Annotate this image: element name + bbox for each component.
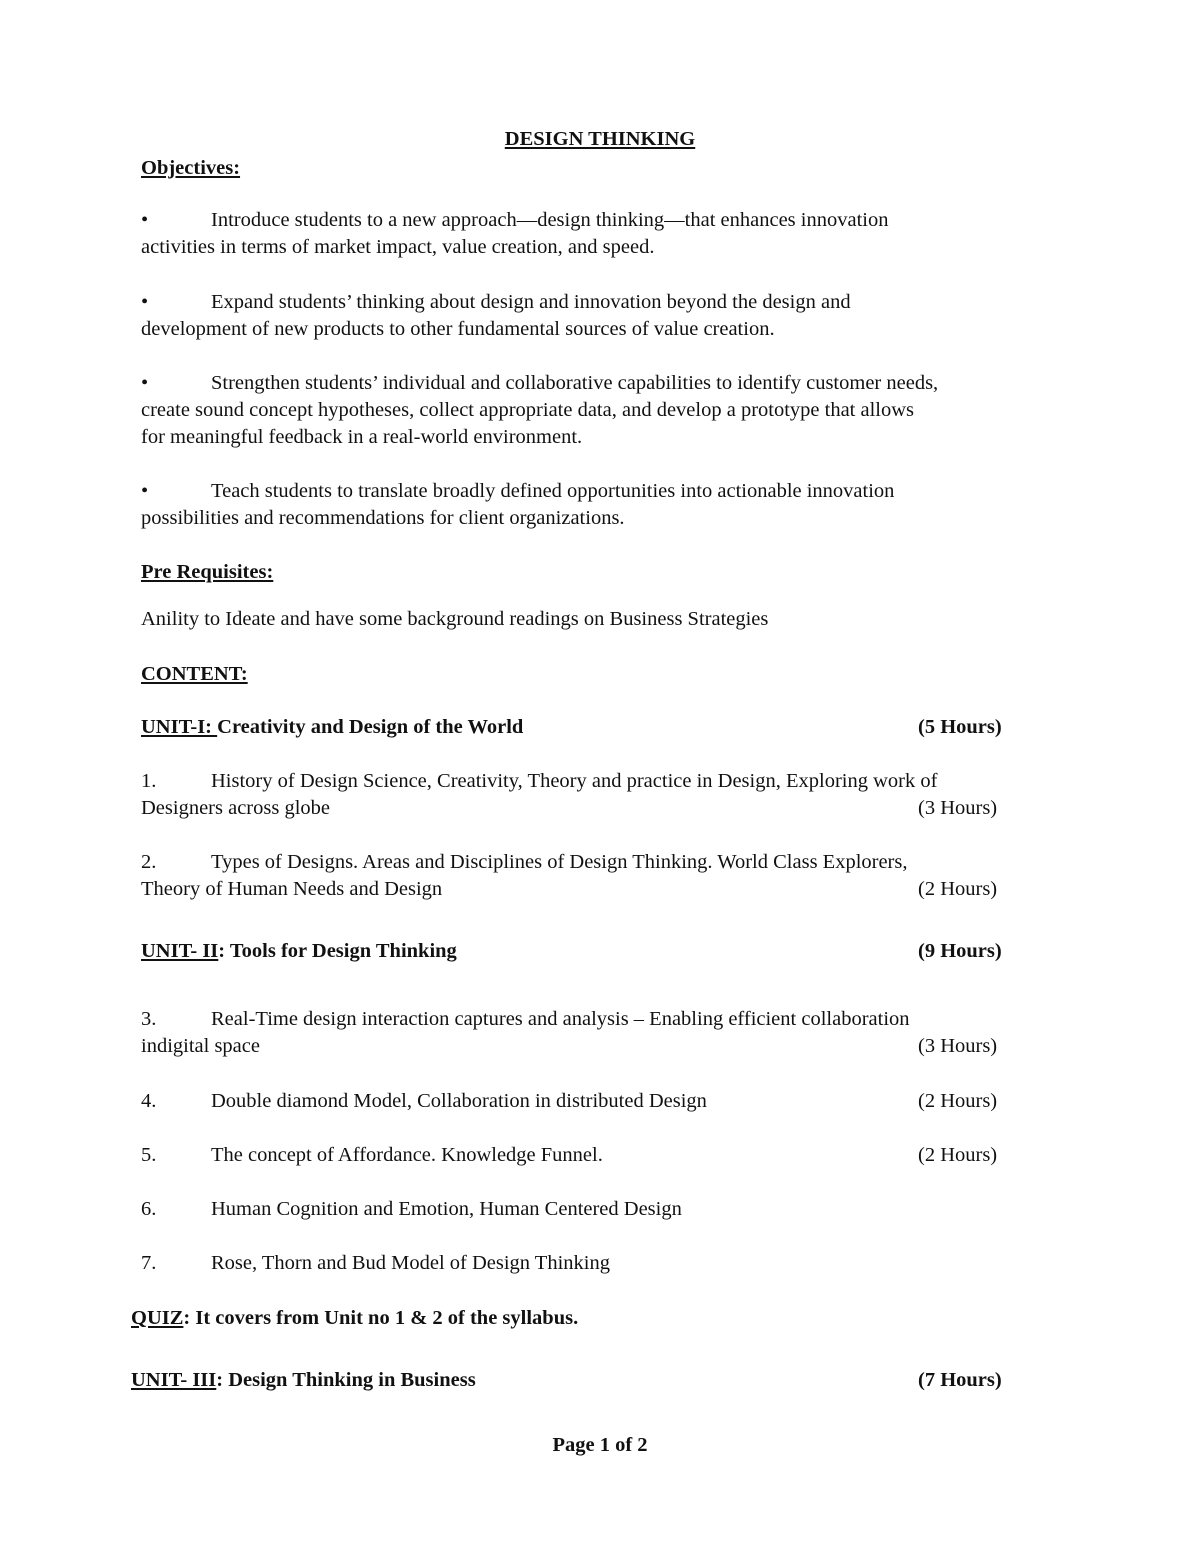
unit-hours: (5 Hours) (918, 716, 1002, 738)
objective-item-cont: activities in terms of market impact, value creation, and speed. (141, 236, 655, 258)
objective-item-cont: development of new products to other fundamental sources of value creation. (141, 318, 775, 340)
unit-hours: (7 Hours) (918, 1369, 1002, 1391)
objective-item-cont: for meaningful feedback in a real-world environment. (141, 426, 583, 448)
unit-heading: UNIT- III: Design Thinking in Business (131, 1369, 476, 1391)
document-title: DESIGN THINKING (504, 128, 696, 150)
page-number: Page 1 of 2 (552, 1434, 648, 1456)
prereq-heading: Pre Requisites: (141, 561, 274, 583)
item-hours: (3 Hours) (918, 1035, 998, 1057)
syllabus-item-cont: Theory of Human Needs and Design (141, 878, 443, 900)
unit-heading: UNIT-I: Creativity and Design of the World (141, 716, 524, 738)
objectives-heading: Objectives: (141, 157, 241, 179)
item-hours: (3 Hours) (918, 797, 998, 819)
prereq-text: Anility to Ideate and have some background readings on Business Strategies (141, 608, 769, 630)
syllabus-item: 5. The concept of Affordance. Knowledge Funnel. (141, 1144, 603, 1166)
syllabus-item: 2. Types of Designs. Areas and Disciplines of Design Thinking. World Class Explorers, (141, 851, 908, 873)
syllabus-item: 1. History of Design Science, Creativity, Theory and practice in Design, Exploring work of (141, 770, 938, 792)
objective-item: • Teach students to translate broadly defined opportunities into actionable innovation (141, 480, 895, 502)
syllabus-item: 4. Double diamond Model, Collaboration in distributed Design (141, 1090, 707, 1112)
unit-heading: UNIT- II: Tools for Design Thinking (141, 940, 457, 962)
item-hours: (2 Hours) (918, 878, 998, 900)
item-hours: (2 Hours) (918, 1144, 998, 1166)
syllabus-item-cont: Designers across globe (141, 797, 331, 819)
quiz-line: QUIZ: It covers from Unit no 1 & 2 of the syllabus. (131, 1307, 579, 1329)
objective-item: • Expand students’ thinking about design and innovation beyond the design and (141, 291, 851, 313)
unit-hours: (9 Hours) (918, 940, 1002, 962)
objective-item-cont: create sound concept hypotheses, collect appropriate data, and develop a prototype that allows (141, 399, 915, 421)
objective-item: • Strengthen students’ individual and collaborative capabilities to identify customer needs, (141, 372, 939, 394)
syllabus-item: 6. Human Cognition and Emotion, Human Centered Design (141, 1198, 682, 1220)
syllabus-item: 3. Real-Time design interaction captures and analysis – Enabling efficient collaboration (141, 1008, 910, 1030)
syllabus-item-cont: indigital space (141, 1035, 260, 1057)
content-heading: CONTENT: (141, 663, 248, 685)
objective-item-cont: possibilities and recommendations for client organizations. (141, 507, 625, 529)
item-hours: (2 Hours) (918, 1090, 998, 1112)
syllabus-item: 7. Rose, Thorn and Bud Model of Design Thinking (141, 1252, 610, 1274)
objective-item: • Introduce students to a new approach—design thinking—that enhances innovation (141, 209, 889, 231)
